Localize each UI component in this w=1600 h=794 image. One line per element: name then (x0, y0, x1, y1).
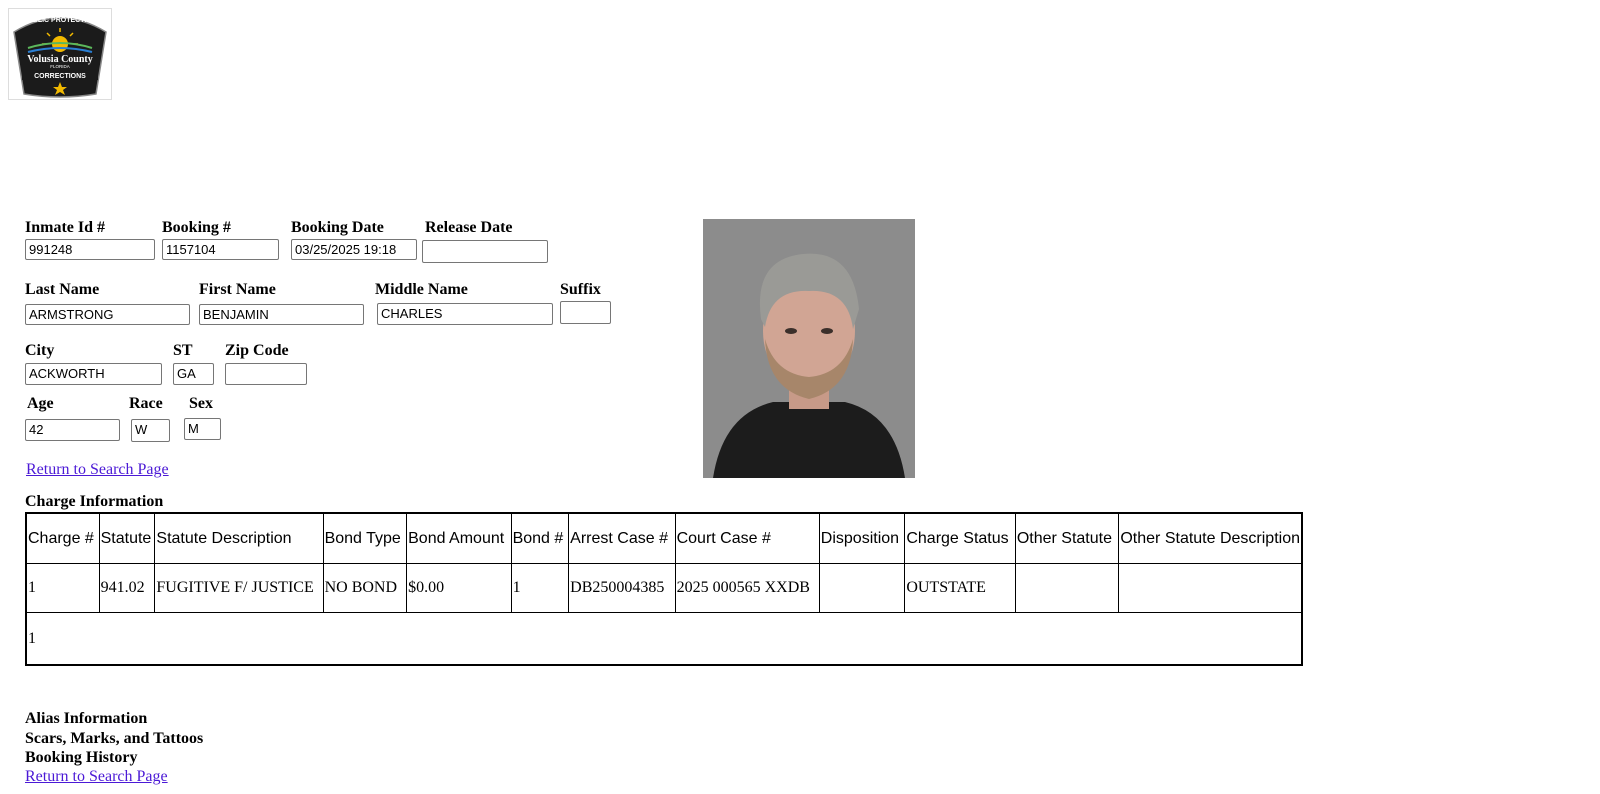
age-label: Age (27, 395, 54, 412)
race-field[interactable]: W (131, 419, 170, 442)
middle-name-field[interactable]: CHARLES (377, 303, 553, 325)
cell-court-case: 2025 000565 XXDB (675, 564, 819, 613)
cell-statute-description: FUGITIVE F/ JUSTICE (155, 564, 323, 613)
last-name-field[interactable]: ARMSTRONG (25, 304, 190, 325)
booking-history-heading: Booking History (25, 749, 138, 766)
col-charge-number: Charge # (26, 513, 99, 564)
cell-charge-number: 1 (26, 564, 99, 613)
cell-bond-number: 1 (511, 564, 569, 613)
col-other-statute-description: Other Statute Description (1119, 513, 1302, 564)
col-arrest-case: Arrest Case # (569, 513, 675, 564)
col-bond-number: Bond # (511, 513, 569, 564)
scars-marks-tattoos-heading: Scars, Marks, and Tattoos (25, 730, 204, 747)
pagination-page-number[interactable]: 1 (26, 613, 1302, 666)
city-field[interactable]: ACKWORTH (25, 363, 162, 385)
alias-information-heading: Alias Information (25, 710, 148, 727)
charge-information-heading: Charge Information (25, 493, 164, 510)
suffix-label: Suffix (560, 281, 601, 298)
cell-charge-status: OUTSTATE (905, 564, 1015, 613)
sex-label: Sex (189, 395, 213, 412)
release-date-field[interactable] (422, 240, 548, 263)
last-name-label: Last Name (25, 281, 100, 298)
inmate-id-label: Inmate Id # (25, 219, 106, 236)
middle-name-label: Middle Name (375, 281, 468, 298)
race-label: Race (129, 395, 163, 412)
sex-field[interactable]: M (184, 418, 221, 440)
return-to-search-link-bottom[interactable]: Return to Search Page (25, 768, 168, 785)
cell-other-statute-description (1119, 564, 1302, 613)
svg-text:PUBLIC PROTECTION: PUBLIC PROTECTION (23, 17, 97, 24)
booking-date-label: Booking Date (291, 219, 384, 236)
first-name-field[interactable]: BENJAMIN (199, 304, 364, 325)
charges-table (25, 512, 1303, 666)
charges-header-row (26, 513, 1302, 564)
cell-arrest-case: DB250004385 (569, 564, 675, 613)
city-label: City (25, 342, 55, 359)
corrections-logo (8, 8, 112, 100)
col-bond-type: Bond Type (323, 513, 407, 564)
col-bond-amount: Bond Amount (407, 513, 511, 564)
cell-other-statute (1015, 564, 1119, 613)
state-field[interactable]: GA (173, 363, 214, 385)
booking-number-label: Booking # (162, 219, 231, 236)
zip-code-label: Zip Code (225, 342, 289, 359)
suffix-field[interactable] (560, 301, 611, 324)
col-charge-status: Charge Status (905, 513, 1015, 564)
svg-text:Volusia County: Volusia County (27, 54, 93, 65)
state-label: ST (173, 342, 193, 359)
first-name-label: First Name (199, 281, 276, 298)
col-statute-description: Statute Description (155, 513, 323, 564)
inmate-id-field[interactable]: 991248 (25, 239, 155, 260)
col-disposition: Disposition (819, 513, 905, 564)
table-row (26, 564, 1302, 613)
col-statute: Statute (99, 513, 155, 564)
return-to-search-link[interactable]: Return to Search Page (26, 461, 169, 478)
svg-text:CORRECTIONS: CORRECTIONS (34, 73, 86, 80)
release-date-label: Release Date (425, 219, 513, 236)
cell-disposition (819, 564, 905, 613)
inmate-photo (703, 219, 915, 478)
cell-bond-amount: $0.00 (407, 564, 511, 613)
cell-bond-type: NO BOND (323, 564, 407, 613)
zip-code-field[interactable] (225, 363, 307, 385)
booking-number-field[interactable]: 1157104 (162, 239, 279, 260)
svg-text:FLORIDA: FLORIDA (50, 64, 70, 69)
col-other-statute: Other Statute (1015, 513, 1119, 564)
cell-statute: 941.02 (99, 564, 155, 613)
table-footer-row (26, 613, 1302, 666)
booking-date-field[interactable]: 03/25/2025 19:18 (291, 239, 417, 260)
age-field[interactable]: 42 (25, 419, 120, 441)
col-court-case: Court Case # (675, 513, 819, 564)
